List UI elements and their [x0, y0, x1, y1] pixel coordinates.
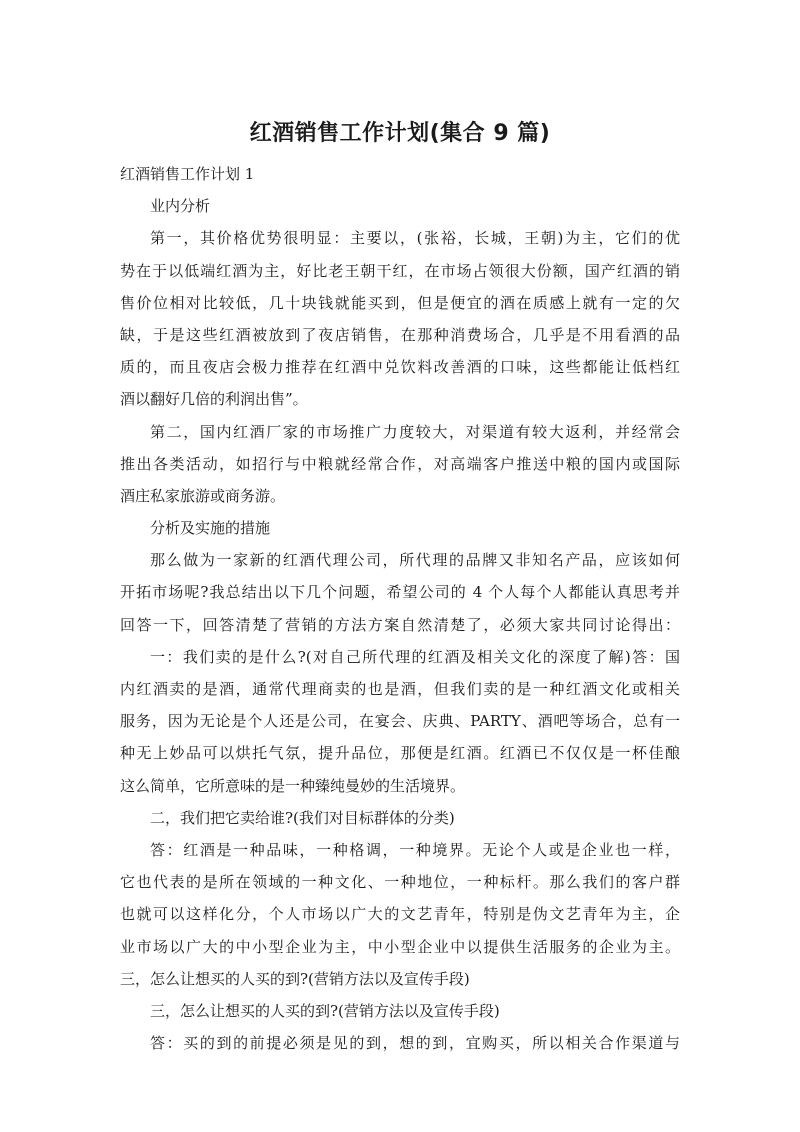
text-line: 分析及实施的措施	[150, 519, 271, 538]
text-line: 质的，而且夜店会极力推荐在红酒中兑饮料改善酒的口味，这些都能让低档红	[120, 358, 680, 377]
text-line: 内红酒卖的是酒，通常代理商卖的也是酒，但我们卖的是一种红酒文化或相关	[120, 680, 680, 698]
text-line: 第一，其价格优势很明显：主要以，(张裕，长城，王朝)为主，它们的优	[150, 229, 680, 248]
document-body	[120, 158, 680, 1059]
text-line: 红酒销售工作计划 1	[120, 165, 255, 183]
text-line: 开拓市场呢?我总结出以下几个问题，希望公司的 4 个人每个人都能认真思考并	[120, 583, 680, 602]
text-line: 第二，国内红酒厂家的市场推广力度较大，对渠道有较大返利，并经常会	[150, 422, 680, 441]
text-line: 答：买的到的前提必须是见的到，想的到，宜购买，所以相关合作渠道与	[150, 1034, 680, 1053]
text-line: 酒以翻好几倍的利润出售”。	[120, 390, 308, 409]
text-line: 三，怎么让想买的人买的到?(营销方法以及宣传手段)	[150, 1001, 500, 1020]
text-line: 这么简单，它所意味的是一种臻纯曼妙的生活境界。	[120, 776, 466, 795]
text-line: 二，我们把它卖给谁?(我们对目标群体的分类)	[150, 808, 455, 827]
text-line: 酒庄私家旅游或商务游。	[120, 486, 286, 505]
text-line: 推出各类活动，如招行与中粮就经常合作，对高端客户推送中粮的国内或国际	[120, 454, 680, 473]
text-line: 业内分析	[150, 197, 211, 216]
text-line: 种无上妙品可以烘托气氛，提升品位，那便是红酒。红酒已不仅仅是一杯佳酿	[120, 744, 680, 763]
text-line: 服务，因为无论是个人还是公司，在宴会、庆典、PARTY、酒吧等场合，总有一	[120, 712, 680, 731]
text-line: 它也代表的是所在领域的一种文化、一种地位，一种标杆。那么我们的客户群	[120, 873, 680, 892]
text-line: 也就可以这样化分，个人市场以广大的文艺青年，特别是伪文艺青年为主，企	[120, 905, 680, 924]
text-line: 回答一下，回答清楚了营销的方法方案自然清楚了，必须大家共同讨论得出：	[120, 615, 680, 634]
text-line: 售价位相对比较低，几十块钱就能买到，但是便宜的酒在质感上就有一定的欠	[120, 293, 680, 312]
text-line: 业市场以广大的中小型企业为主，中小型企业中以提供生活服务的企业为主。	[120, 937, 680, 956]
text-line: 一：我们卖的是什么?(对自己所代理的红酒及相关文化的深度了解)答：国	[150, 647, 680, 666]
text-line: 缺，于是这些红酒被放到了夜店销售，在那种消费场合，几乎是不用看酒的品	[120, 325, 680, 344]
document-title: 红酒销售工作计划(集合 9 篇)	[249, 121, 551, 146]
text-line: 三，怎么让想买的人买的到?(营销方法以及宣传手段)	[120, 969, 470, 988]
text-line: 那么做为一家新的红酒代理公司，所代理的品牌又非知名产品，应该如何	[150, 551, 680, 570]
text-line: 答：红酒是一种品味，一种格调，一种境界。无论个人或是企业也一样，	[150, 840, 680, 859]
text-line: 势在于以低端红酒为主，好比老王朝干红，在市场占领很大份额，国产红酒的销	[120, 261, 680, 280]
